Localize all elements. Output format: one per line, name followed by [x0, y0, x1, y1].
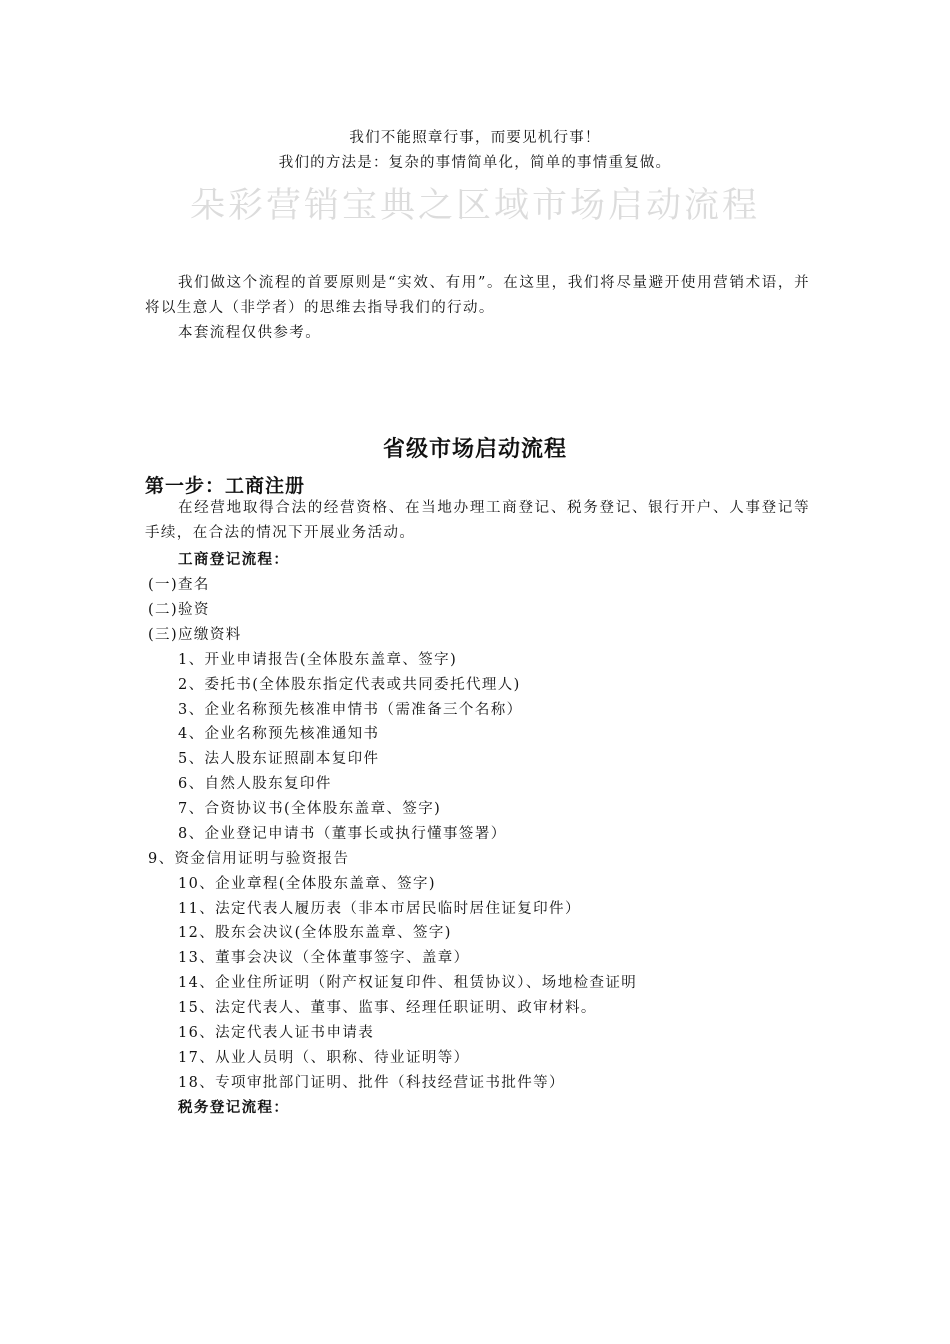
document-item: 15、法定代表人、董事、监事、经理任职证明、政审材料。: [178, 1000, 597, 1016]
document-item: 18、专项审批部门证明、批件（科技经营证书批件等）: [178, 1075, 565, 1091]
document-item: 9、资金信用证明与验资报告: [148, 851, 350, 867]
motto-line-2: 我们的方法是：复杂的事情简单化，简单的事情重复做。: [278, 155, 672, 171]
document-item: 8、企业登记申请书（董事长或执行懂事签署）: [178, 826, 507, 842]
step-description: 在经营地取得合法的经营资格、在当地办理工商登记、税务登记、银行开户、人事登记等手续，在合法的情况下开展业务活动。: [145, 500, 810, 541]
document-item: 4、企业名称预先核准通知书: [178, 726, 380, 742]
section-title: 省级市场启动流程: [382, 437, 567, 462]
document-item: 2、委托书(全体股东指定代表或共同委托代理人): [178, 677, 521, 693]
document-item: 17、从业人员明（、职称、待业证明等）: [178, 1050, 470, 1066]
document-item: 11、法定代表人履历表（非本市居民临时居住证复印件）: [178, 901, 581, 917]
group-item: (一)查名: [148, 577, 210, 593]
document-item: 10、企业章程(全体股东盖章、签字): [178, 876, 436, 892]
document-item: 5、法人股东证照副本复印件: [178, 751, 380, 767]
document-title: 朵彩营销宝典之区域市场启动流程: [189, 186, 760, 226]
motto-line-1: 我们不能照章行事，而要见机行事！: [349, 130, 601, 146]
document-item: 3、企业名称预先核准申情书（需准备三个名称）: [178, 702, 523, 718]
document-item: 14、企业住所证明（附产权证复印件、租赁协议）、场地检查证明: [178, 975, 638, 991]
intro-note: 本套流程仅供参考。: [178, 325, 322, 341]
subheading-business-registration: 工商登记流程：: [178, 552, 290, 568]
subheading-tax-registration: 税务登记流程：: [178, 1100, 290, 1116]
document-item: 13、董事会决议（全体董事签字、盖章）: [178, 950, 470, 966]
document-item: 12、股东会决议(全体股东盖章、签字): [178, 925, 452, 941]
document-item: 16、法定代表人证书申请表: [178, 1025, 375, 1041]
document-item: 6、自然人股东复印件: [178, 776, 332, 792]
step-title: 第一步：工商注册: [145, 475, 306, 497]
group-item: (三)应缴资料: [148, 627, 242, 643]
document-item: 1、开业申请报告(全体股东盖章、签字): [178, 652, 458, 668]
intro-paragraph: 我们做这个流程的首要原则是“实效、有用”。在这里，我们将尽量避开使用营销术语，并将以生意人（非学者）的思维去指导我们的行动。: [145, 275, 810, 316]
group-item: (二)验资: [148, 602, 210, 618]
document-item: 7、合资协议书(全体股东盖章、签字): [178, 801, 442, 817]
